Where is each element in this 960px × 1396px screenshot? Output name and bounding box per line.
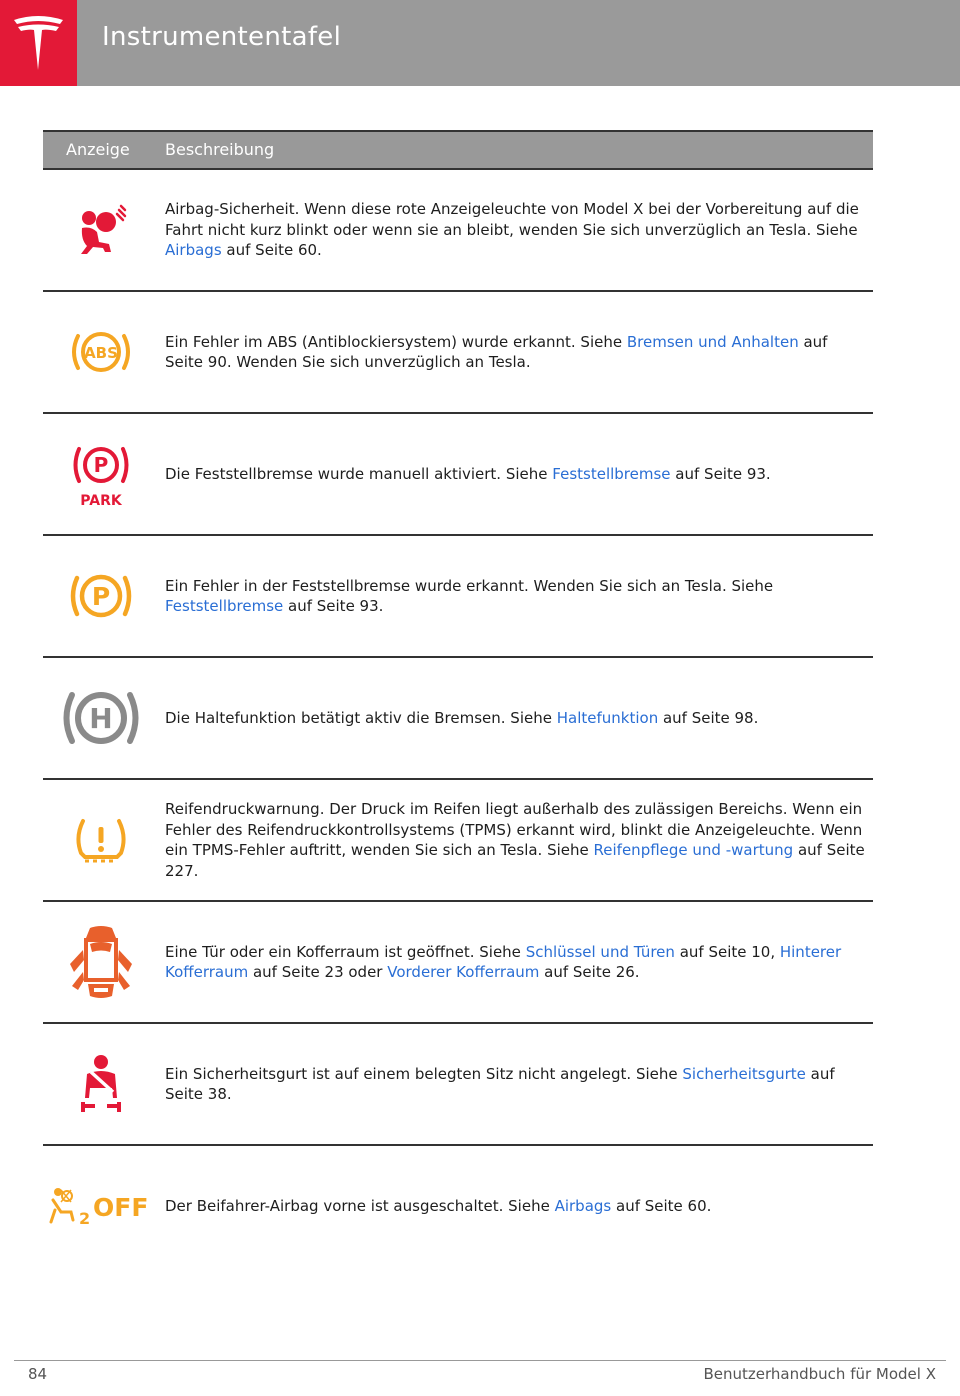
table-row — [43, 536, 873, 658]
footer-divider — [14, 1360, 946, 1361]
svg-text:ABS: ABS — [83, 344, 118, 362]
table-row — [43, 1146, 873, 1266]
table-row — [43, 1024, 873, 1146]
page-header — [0, 0, 960, 86]
description: Eine Tür oder ein Kofferraum ist geöffnet. Siehe Schlüssel und Türen auf Seite 10, Hinterer Kofferraum auf Seite 23 oder Vorderer Kofferraum auf Seite 26. — [165, 942, 842, 981]
svg-text:H: H — [88, 702, 113, 735]
passenger-airbag-off-icon — [43, 1146, 158, 1266]
link-airbags-2[interactable]: Airbags — [554, 1196, 612, 1215]
off-label: OFF — [92, 1193, 148, 1222]
description: Die Haltefunktion betätigt aktiv die Bremsen. Siehe Haltefunktion auf Seite 98. — [165, 708, 759, 727]
table-row — [43, 780, 873, 902]
link-front-trunk[interactable]: Vorderer Kofferraum — [387, 963, 540, 981]
park-brake-fault-icon — [43, 536, 158, 656]
table-row — [43, 292, 873, 414]
description: Ein Fehler in der Feststellbremse wurde erkannt. Wenden Sie sich an Tesla. Siehe Feststellbremse auf Seite 93. — [165, 576, 774, 615]
page-title: Instrumententafel — [102, 22, 342, 52]
footer-title: Benutzerhandbuch für Model X — [703, 1365, 936, 1383]
link-airbags[interactable]: Airbags — [165, 241, 222, 260]
link-seatbelts[interactable]: Sicherheitsgurte — [682, 1064, 806, 1083]
door-open-icon — [43, 902, 158, 1022]
link-tire-care[interactable]: Reifenpflege und -wartung — [593, 841, 794, 859]
column-header-description: Beschreibung — [165, 140, 275, 159]
airbag-warning-icon — [43, 170, 158, 290]
description: Ein Sicherheitsgurt ist auf einem belegten Sitz nicht angelegt. Siehe Sicherheitsgurte auf Seite 38. — [165, 1064, 835, 1103]
table-row — [43, 414, 873, 536]
link-keys-doors[interactable]: Schlüssel und Türen — [525, 942, 675, 961]
description: Reifendruckwarnung. Der Druck im Reifen liegt außerhalb des zulässigen Bereichs. Wenn ein Fehler des Reifendruckkontrollsystems (TPMS) erkannt wird, blinkt die Anzeigeleuchte. Wenn ein TPMS-Fehler auftritt, wenden Sie sich an Tesla. Siehe Reifenpflege und -wartung auf Seite 227. — [165, 800, 865, 880]
indicator-table — [43, 130, 873, 1266]
link-brakes[interactable]: Bremsen und Anhalten — [626, 332, 799, 351]
table-row — [43, 902, 873, 1024]
column-header-indicator: Anzeige — [66, 140, 130, 159]
page-number: 84 — [28, 1365, 48, 1383]
table-header — [43, 130, 873, 170]
description: Ein Fehler im ABS (Antiblockiersystem) wurde erkannt. Siehe Bremsen und Anhalten auf Seite 90. Wenden Sie sich unverzüglich an Tesla. — [165, 332, 828, 371]
description: Airbag-Sicherheit. Wenn diese rote Anzeigeleuchte von Model X bei der Vorbereitung auf die Fahrt nicht kurz blinkt oder wenn sie an bleibt, wenden Sie sich unverzüglich an Tesla. Siehe Airbags auf Seite 60. — [165, 200, 859, 260]
tesla-logo — [0, 0, 77, 86]
tire-pressure-icon — [43, 780, 158, 900]
abs-warning-icon — [43, 292, 158, 412]
table-row — [43, 658, 873, 780]
description: Der Beifahrer-Airbag vorne ist ausgeschaltet. Siehe Airbags auf Seite 60. — [165, 1196, 712, 1215]
link-parking-brake[interactable]: Feststellbremse — [552, 464, 671, 483]
link-parking-brake-2[interactable]: Feststellbremse — [165, 597, 284, 615]
link-hold[interactable]: Haltefunktion — [556, 708, 659, 727]
seatbelt-warning-icon — [43, 1024, 158, 1144]
svg-text:P: P — [91, 582, 110, 611]
table-row — [43, 170, 873, 292]
park-label: PARK — [79, 493, 122, 507]
description: Die Feststellbremse wurde manuell aktiviert. Siehe Feststellbremse auf Seite 93. — [165, 464, 771, 483]
passenger-number: 2 — [78, 1209, 90, 1226]
svg-text:P: P — [93, 453, 108, 477]
link-rear-trunk[interactable]: Hinterer Kofferraum — [165, 942, 842, 981]
park-brake-icon — [43, 414, 158, 534]
vehicle-hold-icon — [43, 658, 158, 778]
